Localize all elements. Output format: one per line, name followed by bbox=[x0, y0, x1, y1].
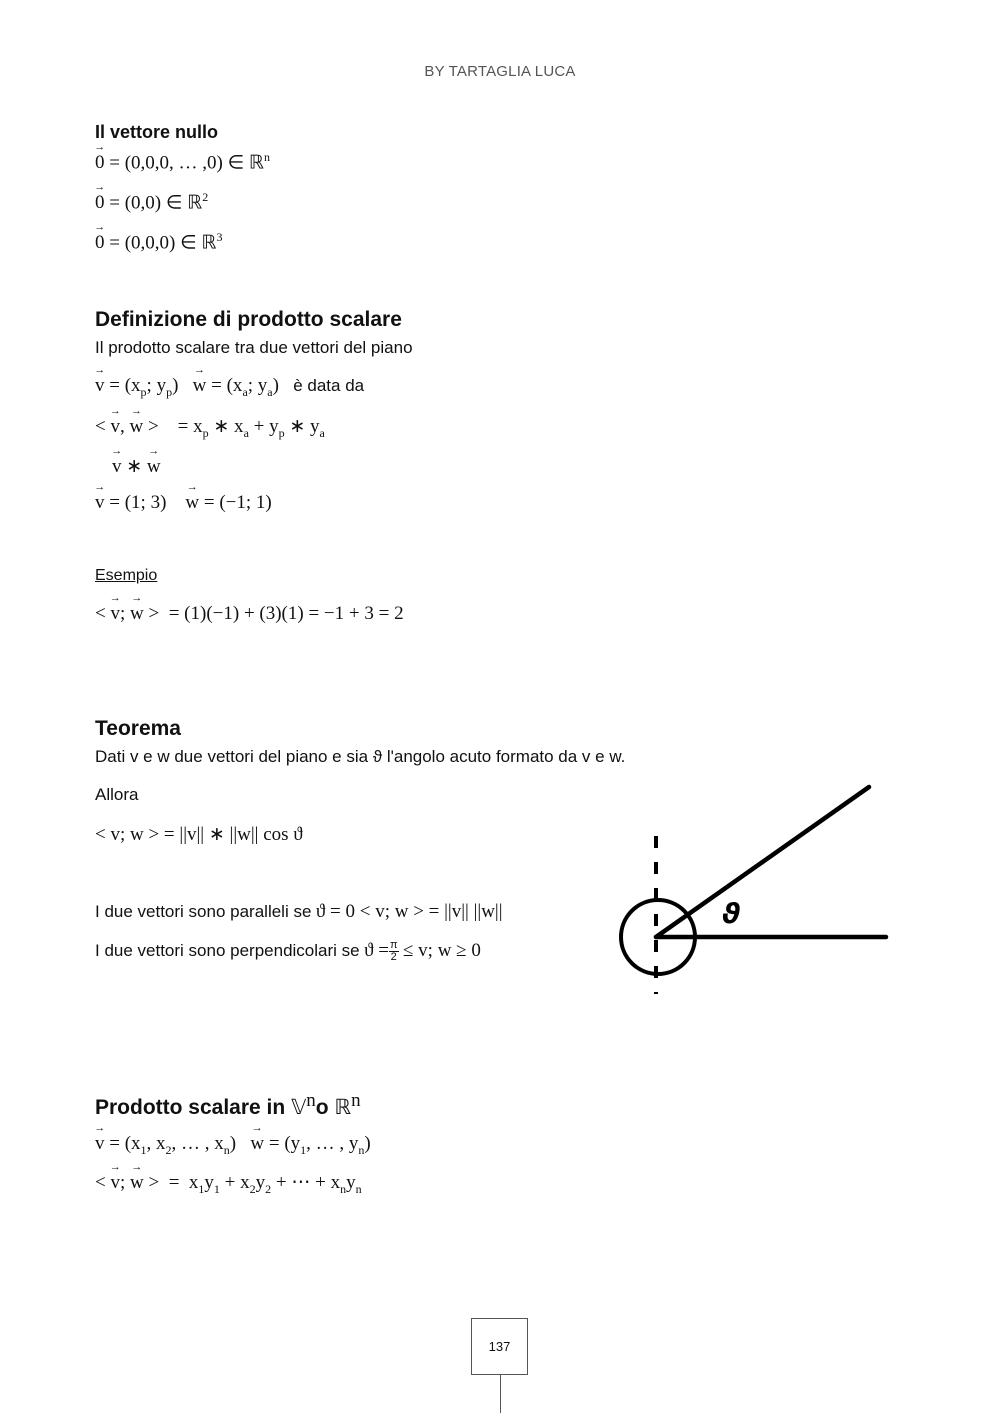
theorem-title: Teorema bbox=[95, 717, 181, 740]
zero-vector-eq-rn: → 0 = (0,0,0, … ,0) ∈ ℝ$^n$ bbox=[95, 150, 270, 174]
rn-dot-product-formula: < → v; → w > = $x_1y_1 + x_2y_2$ + ⋯ + $x_ny_n$ bbox=[95, 1171, 362, 1197]
dot-product-formula: < → v, → w > = $x_p$ ∗ $x_a + y_p$ ∗ $y_a$ bbox=[95, 415, 325, 441]
zero-vector-title: Il vettore nullo bbox=[95, 122, 219, 142]
dot-product-values: → v = (1; 3) → w = (−1; 1) bbox=[95, 492, 272, 514]
theorem-then: Allora bbox=[95, 785, 139, 804]
example-calculation: < → v; → w > = (1)(−1) + (3)(1) = −1 + 3 = 2 bbox=[95, 603, 404, 625]
angle-theta-label: ϑ bbox=[722, 897, 741, 930]
dot-product-alt-notation: → v ∗ → w bbox=[112, 455, 161, 478]
page-number: 137 bbox=[471, 1318, 528, 1375]
parallel-condition: I due vettori sono paralleli se ϑ = 0 < v; w > = ||v|| ||w|| bbox=[95, 901, 503, 922]
rn-section-title: Prodotto scalare in 𝕍$^n$o ℝ$^n$ bbox=[95, 1090, 361, 1119]
zero-vector-eq-r3: → 0 = (0,0,0) ∈ ℝ$^3$ bbox=[95, 230, 222, 254]
rn-vectors: → $v = (x_1$, $x_2$, … , $x_n) \to w = (y_1$, … , $y_n$) bbox=[95, 1133, 371, 1158]
angle-diagram bbox=[600, 770, 910, 1010]
page-header: BY TARTAGLIA LUCA bbox=[424, 63, 576, 80]
theorem-formula: < v; w > = ||v|| ∗ ||w|| cos ϑ bbox=[95, 824, 303, 845]
page-number-line bbox=[500, 1375, 501, 1413]
example-label: Esempio bbox=[95, 567, 158, 584]
zero-vector-eq-r2: → 0 = (0,0) ∈ ℝ$^2$ bbox=[95, 190, 208, 214]
theorem-statement: Dati v e w due vettori del piano e sia ϑ l'angolo acuto formato da v e w. bbox=[95, 747, 626, 766]
dot-product-title: Definizione di prodotto scalare bbox=[95, 308, 402, 331]
dot-product-vectors: → $v = (x_p$; $y_p) \to w = (x_a$; $y_a$) è data da bbox=[95, 375, 364, 400]
slanted-vector bbox=[656, 787, 869, 937]
perpendicular-condition: I due vettori sono perpendicolari se ϑ = $\frac{\pi}{2}$ ≤ v; w ≥ 0 bbox=[95, 939, 481, 964]
dot-product-intro: Il prodotto scalare tra due vettori del piano bbox=[95, 338, 413, 357]
